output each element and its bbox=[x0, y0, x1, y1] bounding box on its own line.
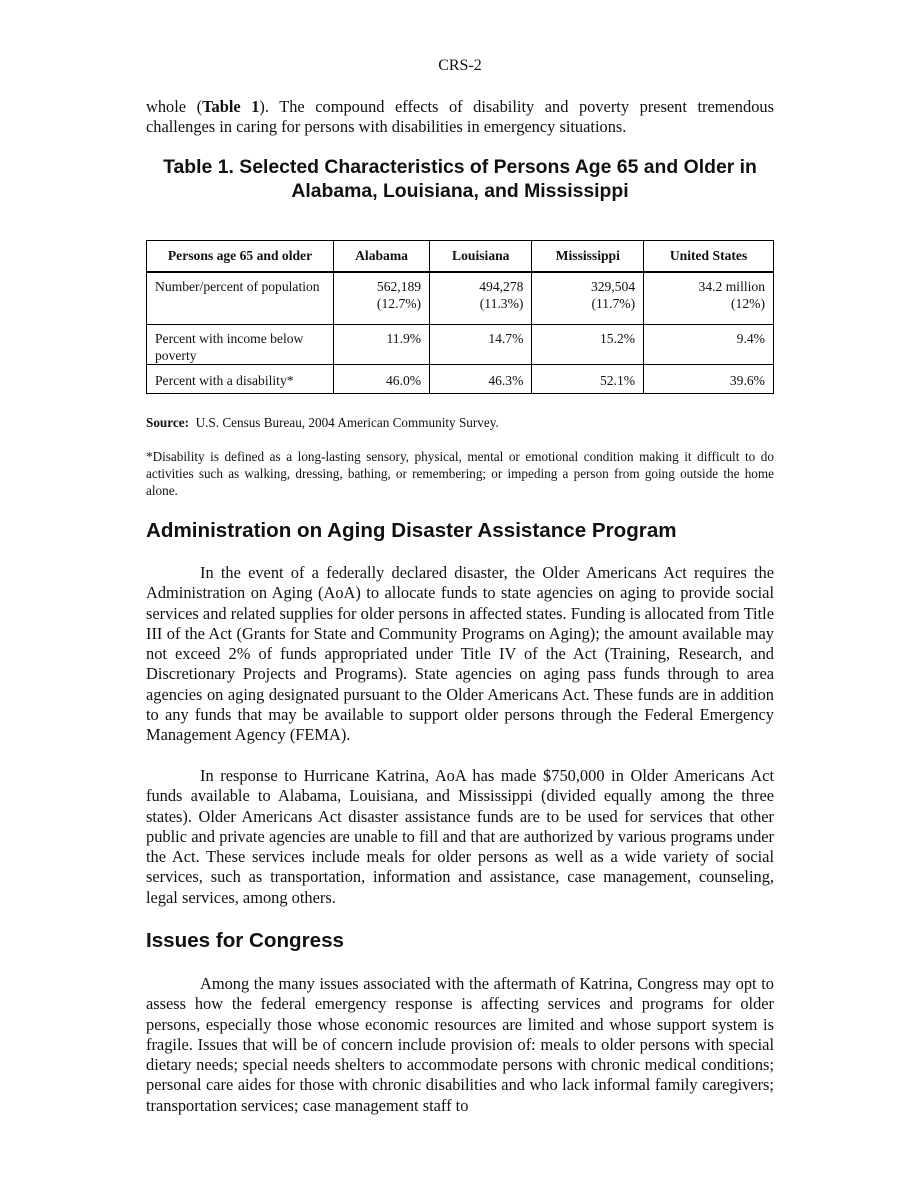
cell-percent: (11.3%) bbox=[479, 296, 524, 311]
table-header-row bbox=[147, 241, 774, 273]
table-cell: 9.4% bbox=[644, 325, 774, 365]
row-label: Percent with income below poverty bbox=[147, 325, 334, 365]
cell-percent: (12%) bbox=[731, 296, 765, 311]
table-reference: Table 1 bbox=[202, 97, 260, 116]
characteristics-table bbox=[146, 240, 774, 394]
source-text: U.S. Census Bureau, 2004 American Community Survey. bbox=[195, 415, 499, 430]
column-header: United States bbox=[644, 241, 774, 273]
cell-value: 494,278 bbox=[479, 279, 524, 294]
cell-value: 562,189 bbox=[376, 279, 422, 294]
table-footnote: *Disability is defined as a long-lasting sensory, physical, mental or emotional condition making it difficult to do activities such as walking, dressing, bathing, or remembering; or impeding a person from going outside the home alone. bbox=[146, 449, 774, 498]
row-label: Percent with a disability* bbox=[147, 365, 334, 394]
cell-value: 34.2 million bbox=[698, 279, 765, 294]
table-cell: 39.6% bbox=[644, 365, 774, 394]
table-cell: 46.0% bbox=[334, 365, 430, 394]
table-cell bbox=[334, 272, 430, 325]
aoa-paragraph-1: In the event of a federally declared disaster, the Older Americans Act requires the Administration on Aging (AoA) to allocate funds to state agencies on aging to provide social services and related supplies for older persons in affected states. Funding is allocated from Title III of the Act (Grants for State and Community Programs on Aging); the amount available may not exceed 2% of funds appropriated under Title IV of the Act (Training, Research, and Discretionary Projects and Programs). State agencies on aging pass funds through to area agencies on aging designated pursuant to the Older Americans Act. These funds are in addition to any funds that may be available to support older persons through the Federal Emergency Management Agency (FEMA). bbox=[146, 563, 774, 745]
table-cell: 52.1% bbox=[532, 365, 644, 394]
cell-percent: (11.7%) bbox=[591, 296, 636, 311]
row-label: Number/percent of population bbox=[147, 272, 334, 325]
table-cell: 46.3% bbox=[430, 365, 532, 394]
intro-text-start: whole ( bbox=[146, 97, 203, 116]
column-header: Mississippi bbox=[532, 241, 644, 273]
source-label: Source: bbox=[146, 415, 189, 430]
section-heading-issues: Issues for Congress bbox=[146, 929, 344, 952]
section-heading-aoa: Administration on Aging Disaster Assistance Program bbox=[146, 519, 677, 542]
table-cell bbox=[644, 272, 774, 325]
table-row bbox=[147, 365, 774, 394]
table-cell: 11.9% bbox=[334, 325, 430, 365]
page-number-header: CRS-2 bbox=[438, 57, 482, 74]
issues-paragraph: Among the many issues associated with the aftermath of Katrina, Congress may opt to assess how the federal emergency response is affecting services and programs for older persons, especially those whose economic resources are limited and whose support system is fragile. Issues that will be of concern include provision of: meals to older persons with special dietary needs; special needs shelters to accommodate persons with chronic medical conditions; personal care aides for those with chronic disabilities and who lack informal family caregivers; transportation services; case management staff to bbox=[146, 974, 774, 1115]
column-header: Persons age 65 and older bbox=[147, 241, 334, 273]
table-cell: 14.7% bbox=[430, 325, 532, 365]
table-row bbox=[147, 272, 774, 325]
column-header: Alabama bbox=[334, 241, 430, 273]
table-cell: 15.2% bbox=[532, 325, 644, 365]
intro-text-end: ). The compound effects of disability and poverty present tremendous challenges in caring for persons with disabilities in emergency situations. bbox=[146, 97, 774, 137]
cell-value: 329,504 bbox=[590, 279, 636, 294]
table-cell bbox=[532, 272, 644, 325]
column-header: Louisiana bbox=[430, 241, 532, 273]
table-row bbox=[147, 325, 774, 365]
aoa-paragraph-2: In response to Hurricane Katrina, AoA has made $750,000 in Older Americans Act funds available to Alabama, Louisiana, and Mississippi (divided equally among the three states). Older Americans Act disaster assistance funds are to be used for services that other public and private agencies are unable to fill and that are authorized by various programs under the Act. These services include meals for older persons as well as a wide variety of social services, such as transportation, information and assistance, case management, counseling, legal services, among others. bbox=[146, 766, 774, 907]
cell-percent: (12.7%) bbox=[376, 296, 422, 311]
table-cell bbox=[430, 272, 532, 325]
table-source bbox=[146, 414, 774, 431]
table-title: Table 1. Selected Characteristics of Persons Age 65 and Older in Alabama, Louisiana, and Mississippi bbox=[163, 156, 757, 202]
intro-paragraph bbox=[146, 97, 774, 138]
